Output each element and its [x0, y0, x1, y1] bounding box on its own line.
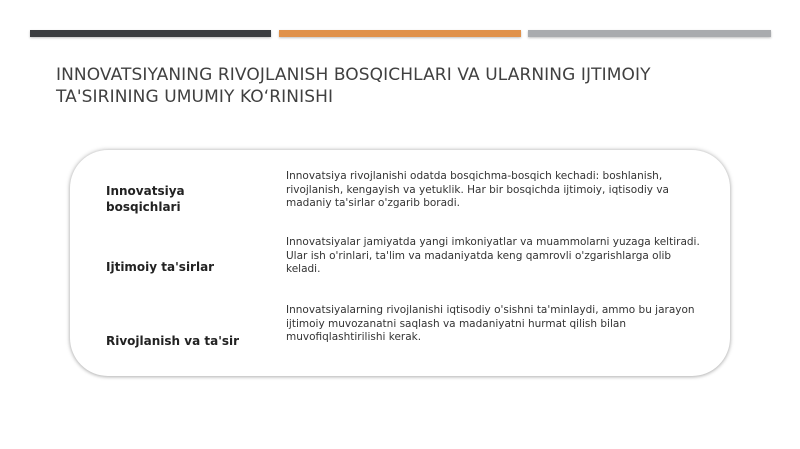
content-card	[70, 150, 730, 376]
slide-title: INNOVATSIYANING RIVOJLANISH BOSQICHLARI VA ULARNING IJTIMOIY TA'SIRINING UMUMIY KO‘RINISHI	[56, 65, 651, 107]
row-description-development-impact: Innovatsiyalarning rivojlanishi iqtisodiy o'sishni ta'minlaydi, ammo bu jarayon ijtimoiy muvozanatni saqlash va madaniyatni hurmat qilish bilan muvofiqlashtirilishi kerak.	[286, 304, 695, 343]
row-label-innovation-stages: Innovatsiya bosqichlari	[106, 184, 185, 214]
header-bar-dark	[30, 30, 271, 37]
row-description-innovation-stages: Innovatsiya rivojlanishi odatda bosqichma-bosqich kechadi: boshlanish, rivojlanish, kengayish va yetuklik. Har bir bosqichda ijtimoiy, iqtisodiy va madaniy ta'sirlar o'zgarib boradi.	[286, 170, 669, 209]
header-bar-gray	[528, 30, 771, 37]
row-label-social-impacts: Ijtimoiy ta'sirlar	[106, 260, 215, 274]
header-bar-orange	[279, 30, 521, 37]
row-description-social-impacts: Innovatsiyalar jamiyatda yangi imkoniyatlar va muammolarni yuzaga keltiradi. Ular ish o'rinlari, ta'lim va madaniyatda keng qamrovli o'zgarishlarga olib keladi.	[286, 236, 700, 275]
row-label-development-impact: Rivojlanish va ta'sir	[106, 334, 240, 348]
